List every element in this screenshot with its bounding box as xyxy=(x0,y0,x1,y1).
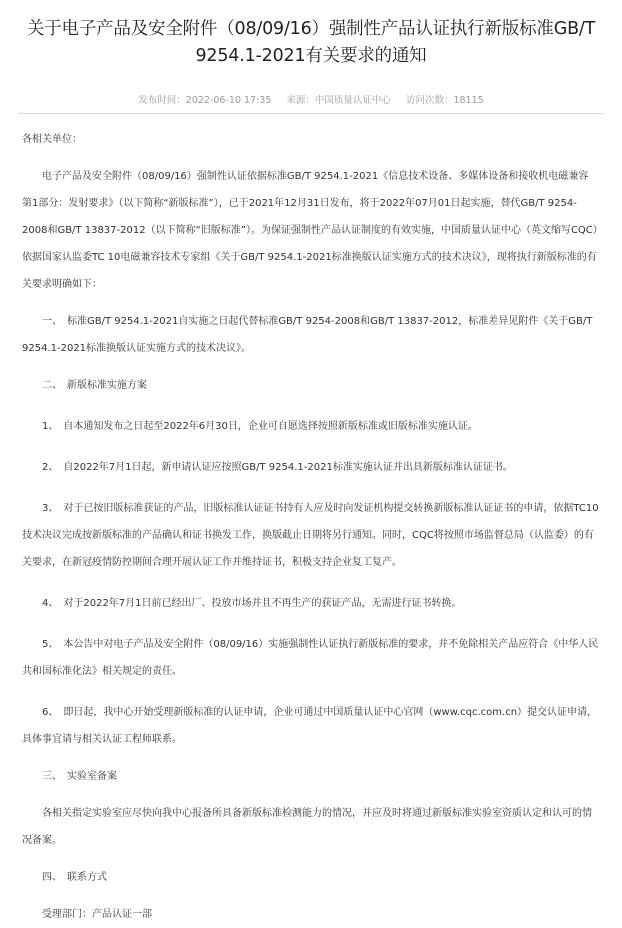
section-1-paragraph: 一、 标准GB/T 9254.1-2021自实施之日起代替标准GB/T 9254-2008和GB/T 13837-2012，标准差异见附件《关于GB/T 9254.1-2021标准换版认证实施方式的技术决议》。 xyxy=(22,316,593,354)
section-3-paragraph: 各相关指定实验室应尽快向我中心报备所具备新版标准检测能力的情况，并应及时将通过新版标准实验室资质认定和认可的情况备案。 xyxy=(22,808,592,846)
section-3-heading: 三、 实验室备案 xyxy=(42,771,117,782)
section-2-heading: 二、 新版标准实施方案 xyxy=(42,380,147,391)
list-item: 5、 本公告中对电子产品及安全附件（08/09/16）实施强制性认证执行新版标准的要求，并不免除相关产品应符合《中华人民共和国标准化法》相关规定的责任。 xyxy=(22,639,599,677)
contact-department: 受理部门：产品认证一部 xyxy=(42,909,152,920)
list-item: 4、 对于2022年7月1日前已经出厂、投放市场并且不再生产的获证产品，无需进行证书转换。 xyxy=(42,598,462,609)
article-meta xyxy=(18,92,604,114)
article-body xyxy=(0,114,622,928)
section-4-heading: 四、 联系方式 xyxy=(42,872,107,883)
list-item: 1、 自本通知发布之日起至2022年6月30日，企业可自愿选择按照新版标准或旧版标准实施认证。 xyxy=(42,421,478,432)
list-item: 6、 即日起，我中心开始受理新版标准的认证申请，企业可通过中国质量认证中心官网（www.cqc.com.cn）提交认证申请，具体事宜请与相关认证工程师联系。 xyxy=(22,707,598,745)
view-count: 访问次数：18115 xyxy=(405,95,484,106)
intro-paragraph: 电子产品及安全附件（08/09/16）强制性认证依据标准GB/T 9254.1-2021《信息技术设备、多媒体设备和接收机电磁兼容 第1部分：发射要求》（以下简称“新版标准”），已于2021年12月31日发布，将于2022年07月01日起实施，替代GB/T 9254-2008和GB/T 13837-2012（以下简称“旧版标准”）。为保证强制性产品认证制度的有效实施，中国质量认证中心（英文缩写CQC）依据国家认监委TC 10电磁兼容技术专家组《关于GB/T 9254.1-2021标准换版认证实施方式的技术决议》，现将执行新版标准的有关要求明确如下： xyxy=(22,171,598,290)
list-item: 2、 自2022年7月1日起，新申请认证应按照GB/T 9254.1-2021标准实施认证并出具新版标准认证证书。 xyxy=(42,462,513,473)
source-label: 来源：中国质量认证中心 xyxy=(286,95,391,106)
list-item: 3、 对于已按旧版标准获证的产品，旧版标准认证证书持有人应及时向发证机构提交转换新版标准认证证书的申请，依据TC10技术决议完成按新版标准的产品确认和证书换发工作，换版截止日期将另行通知。同时，CQC将按照市场监督总局（认监委）的有关要求，在新冠疫情防控期间合理开展认证工作并维持证书，积极支持企业复工复产。 xyxy=(22,503,599,568)
publish-time: 发布时间：2022-06-10 17:35 xyxy=(138,95,272,106)
page-title: 关于电子产品及安全附件（08/09/16）强制性产品认证执行新版标准GB/T 9254.1-2021有关要求的通知 xyxy=(26,19,596,66)
salutation: 各相关单位： xyxy=(22,134,82,145)
